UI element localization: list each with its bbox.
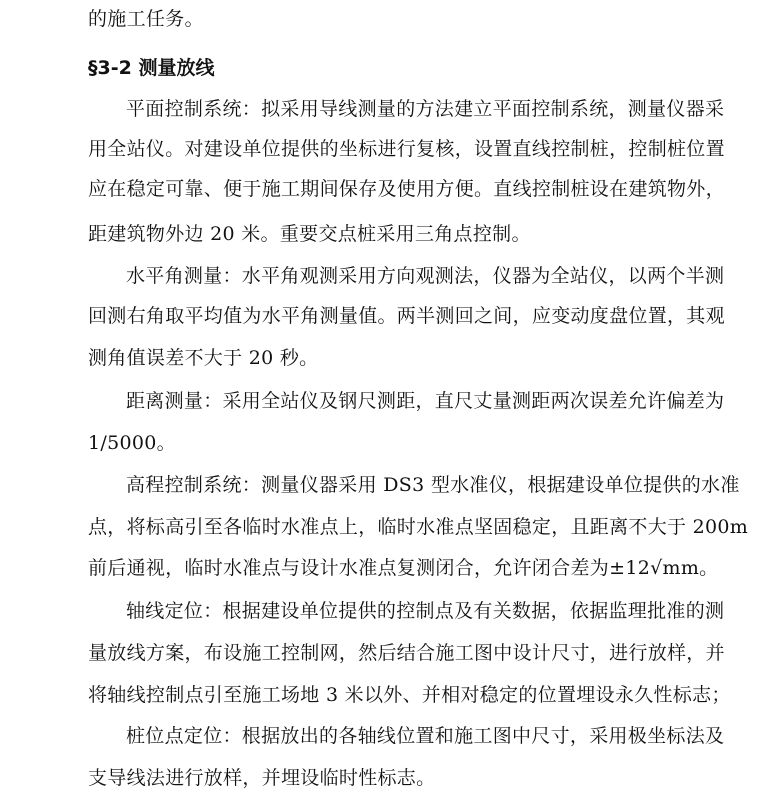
paragraph-line: 距离测量：采用全站仪及钢尺测距，直尺丈量测距两次误差允许偏差为 [126,390,725,412]
paragraph-line: 桩位点定位：根据放出的各轴线位置和施工图中尺寸，采用极坐标法及 [126,725,725,747]
paragraph-line: 平面控制系统：拟采用导线测量的方法建立平面控制系统，测量仪器采 [126,98,725,120]
paragraph-line: 用全站仪。对建设单位提供的坐标进行复核，设置直线控制桩，控制桩位置 [88,138,725,160]
paragraph-line: 距建筑物外边 20 米。重要交点桩采用三角点控制。 [88,223,531,245]
paragraph-line: 轴线定位：根据建设单位提供的控制点及有关数据，依据监理批准的测 [126,600,725,622]
paragraph-line: 水平角测量：水平角观测采用方向观测法，仪器为全站仪，以两个半测 [126,265,725,287]
paragraph-line: 高程控制系统：测量仪器采用 DS3 型水准仪，根据建设单位提供的水准 [126,474,740,496]
text-line: 的施工任务。 [88,8,204,30]
paragraph-line: 支导线法进行放样，并埋设临时性标志。 [88,767,436,789]
paragraph-line: 前后通视，临时水准点与设计水准点复测闭合，允许闭合差为±12√mm。 [88,557,719,579]
paragraph-line: 应在稳定可靠、便于施工期间保存及使用方便。直线控制桩设在建筑物外， [88,178,725,200]
paragraph-line: 量放线方案，布设施工控制网，然后结合施工图中设计尺寸，进行放样，并 [88,642,725,664]
paragraph-line: 点，将标高引至各临时水准点上，临时水准点坚固稳定，且距离不大于 200m [88,516,749,538]
paragraph-line: 将轴线控制点引至施工场地 3 米以外、并相对稳定的位置埋设永久性标志； [88,684,731,706]
paragraph-line: 回测右角取平均值为水平角测量值。两半测回之间，应变动度盘位置，其观 [88,305,725,327]
section-heading: §3-2 测量放线 [88,57,215,79]
paragraph-line: 1/5000。 [88,432,176,454]
paragraph-line: 测角值误差不大于 20 秒。 [88,347,319,369]
